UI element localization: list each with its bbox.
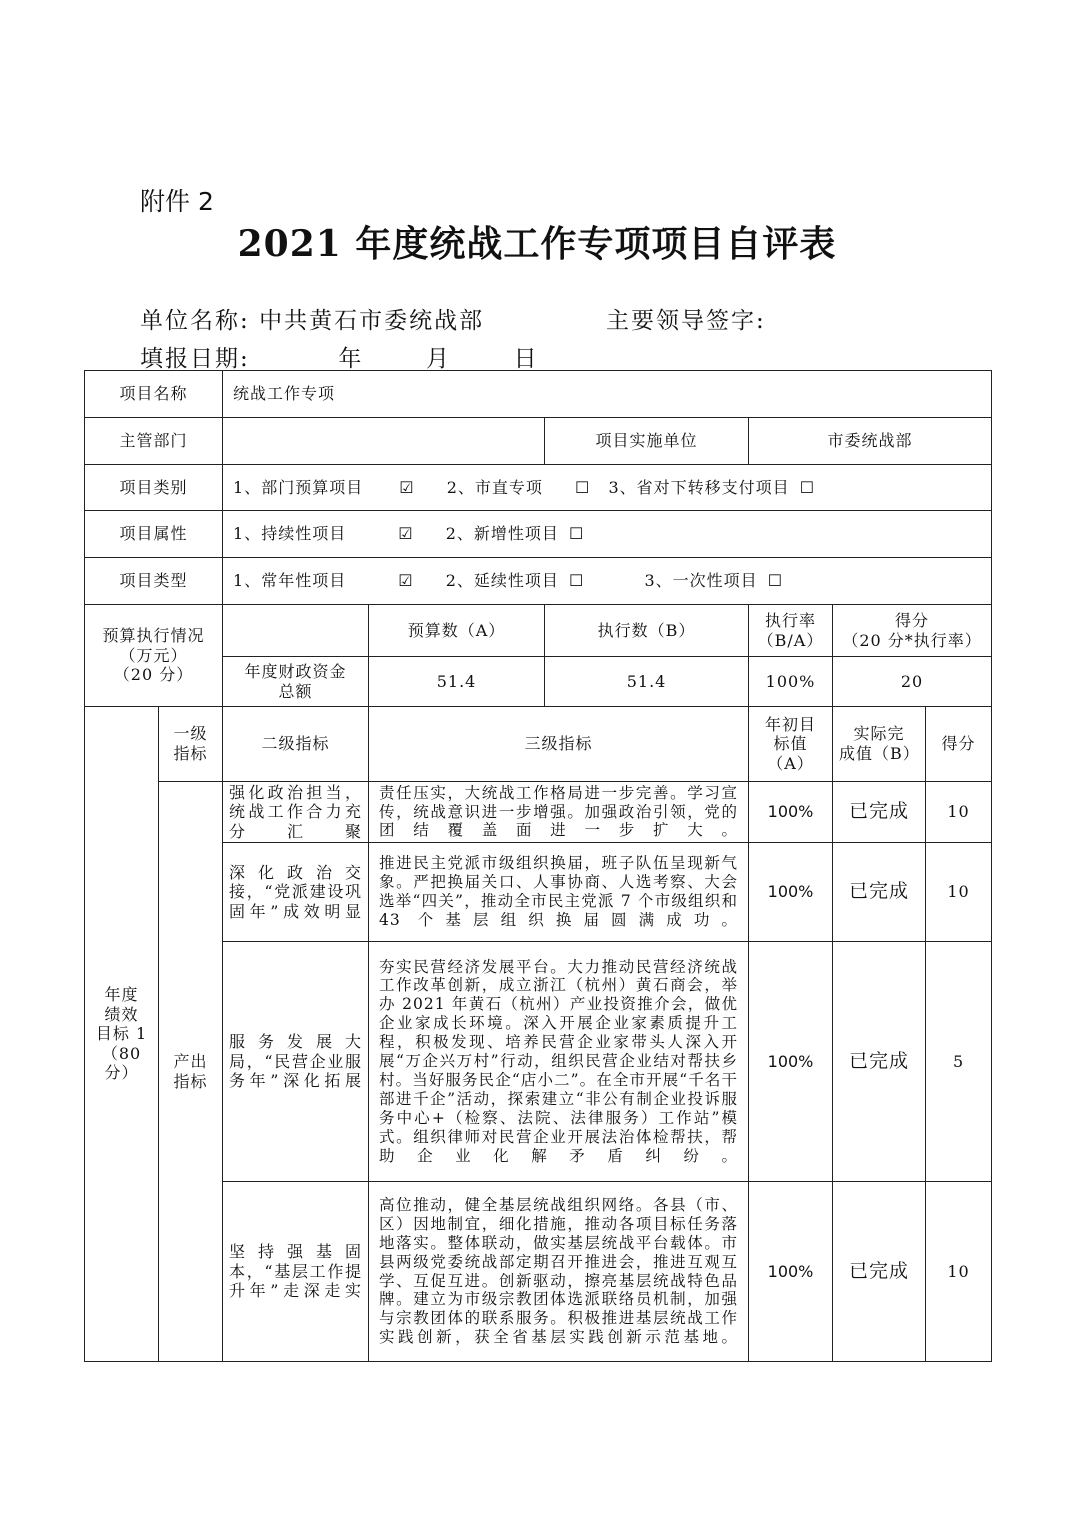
attribute-opt-2: 2、新增性项目 <box>445 524 559 544</box>
table-row <box>85 782 992 843</box>
unit-name-line <box>140 302 484 335</box>
level2-indicator: 坚持强基固本，“基层工作提升年”走深走实 <box>223 1182 369 1362</box>
project-name-value: 统战工作专项 <box>223 371 992 418</box>
col-score-line: 得分 <box>895 610 930 630</box>
dept-label: 主管部门 <box>85 418 223 465</box>
category-options <box>223 465 992 511</box>
exec-value: 51.4 <box>545 657 749 707</box>
item-score: 10 <box>926 782 992 843</box>
target-header-line: 标值 <box>773 734 808 754</box>
col-score-line: （20 分*执行率） <box>842 630 982 650</box>
level2-indicator: 深化政治交接，“党派建设巩固年”成效明显 <box>223 843 369 942</box>
checkbox-empty-icon: ☐ <box>799 477 816 497</box>
type-opt-1: 1、常年性项目 <box>233 571 347 591</box>
col-rate-header <box>749 605 833 657</box>
item-score: 10 <box>926 843 992 942</box>
row-project-name <box>85 371 992 418</box>
budget-label-line: （万元） <box>119 645 188 665</box>
level3-indicator: 推进民主党派市级组织换届，班子队伍呈现新气象。严把换届关口、人事协商、人选考察、大会选举“四关”，推动全市民主党派 7 个市级组织和 43 个基层组织换届圆满成功。 <box>369 843 749 942</box>
item-score: 10 <box>926 1182 992 1362</box>
checkbox-empty-icon: ☐ <box>569 571 585 591</box>
unit-name-value: 中共黄石市委统战部 <box>259 308 485 334</box>
budget-blank-cell <box>223 605 369 657</box>
actual-value: 已完成 <box>833 782 926 843</box>
category-opt-1: 1、部门预算项目 <box>233 477 364 497</box>
actual-header <box>833 707 926 782</box>
target-value: 100% <box>749 942 833 1182</box>
level1-header-line: 指标 <box>173 744 208 763</box>
level1-header <box>159 707 223 782</box>
unit-name-label: 单位名称: <box>140 308 250 334</box>
annual-goal-line: 目标 1 <box>95 1024 148 1044</box>
target-header <box>749 707 833 782</box>
col-exec-header: 执行数（B） <box>545 605 749 657</box>
row-perf-header <box>85 707 992 782</box>
date-month: 月 <box>426 346 451 372</box>
budget-label-line: 预算执行情况 <box>102 626 205 646</box>
target-header-line: 年初目 <box>765 714 817 734</box>
dept-value <box>223 418 545 465</box>
level1-header-line: 一级 <box>173 724 208 744</box>
fill-date-label: 填报日期: <box>140 346 250 372</box>
col-rate-line: （B/A） <box>757 630 824 650</box>
annual-goal-line: 绩效 <box>104 1004 139 1024</box>
checkbox-checked-icon: ☑ <box>398 524 414 544</box>
score-header: 得分 <box>926 707 992 782</box>
date-day: 日 <box>513 346 539 372</box>
row-category <box>85 465 992 511</box>
actual-value: 已完成 <box>833 1182 926 1362</box>
col-budget-header: 预算数（A） <box>369 605 545 657</box>
row-budget-header <box>85 605 992 657</box>
target-header-line: （A） <box>767 753 814 773</box>
type-label: 项目类型 <box>85 558 223 605</box>
col-rate-line: 执行率 <box>765 610 817 630</box>
fiscal-total-line: 总额 <box>278 681 313 701</box>
attribute-options <box>223 511 992 558</box>
impl-unit-value: 市委统战部 <box>749 418 992 465</box>
annual-goal-line: （80 <box>101 1043 142 1063</box>
project-name-label: 项目名称 <box>85 371 223 418</box>
level1-output-line: 产出 <box>173 1051 208 1071</box>
level1-output-line: 指标 <box>173 1071 208 1091</box>
category-label: 项目类别 <box>85 465 223 511</box>
category-opt-3: 3、省对下转移支付项目 <box>608 477 790 497</box>
actual-value: 已完成 <box>833 843 926 942</box>
type-opt-2: 2、延续性项目 <box>445 571 559 591</box>
annual-goal-label <box>85 707 159 1362</box>
checkbox-empty-icon: ☐ <box>575 477 591 497</box>
evaluation-table <box>84 370 992 1362</box>
level1-output-label <box>159 782 223 1362</box>
budget-label <box>85 605 223 707</box>
attribute-opt-1: 1、持续性项目 <box>233 524 347 544</box>
impl-unit-label: 项目实施单位 <box>545 418 749 465</box>
type-opt-3: 3、一次性项目 <box>644 571 758 591</box>
checkbox-empty-icon: ☐ <box>569 524 585 544</box>
actual-header-line: 成值（B） <box>839 744 920 763</box>
category-opt-2: 2、市直专项 <box>446 477 543 497</box>
target-value: 100% <box>749 843 833 942</box>
annual-goal-line: 年度 <box>104 985 139 1005</box>
budget-score-value: 20 <box>833 657 992 707</box>
target-value: 100% <box>749 782 833 843</box>
level3-indicator: 高位推动，健全基层统战组织网络。各县（市、区）因地制宜，细化措施，推动各项目标任务落地落实。整体联动，做实基层统战平台载体。市县两级党委统战部定期召开推进会，推进互观互学、互促互进。创新驱动，擦亮基层统战特色品牌。建立为市级宗教团体选派联络员机制，加强与宗教团体的联系服务。积极推进基层统战工作实践创新，获全省基层实践创新示范基地。 <box>369 1182 749 1362</box>
rate-value: 100% <box>749 657 833 707</box>
type-options <box>223 558 992 605</box>
col-score-header <box>833 605 992 657</box>
budget-label-line: （20 分） <box>113 665 194 685</box>
level3-indicator: 夯实民营经济发展平台。大力推动民营经济统战工作改革创新，成立浙江（杭州）黄石商会，举办 2021 年黄石（杭州）产业投资推介会，做优企业家成长环境。深入开展企业家素质提升工程，积极发现、培养民营企业家带头人深入开展“万企兴万村”行动，组织民营企业结对帮扶乡村。当好服务民企“店小二”。在全市开展“千名干部进千企”活动，探索建立“非公有制企业投诉服务中心+（检察、法院、法律服务）工作站”模式。组织律师对民营企业开展法治体检帮扶，帮助企业化解矛盾纠纷。 <box>369 942 749 1182</box>
row-attribute <box>85 511 992 558</box>
item-score: 5 <box>926 942 992 1182</box>
level2-indicator: 服务发展大局，“民营企业服务年”深化拓展 <box>223 942 369 1182</box>
checkbox-checked-icon: ☑ <box>398 571 414 591</box>
row-type <box>85 558 992 605</box>
page-title: 2021 年度统战工作专项项目自评表 <box>237 223 837 265</box>
attachment-label: 附件 2 <box>140 187 214 216</box>
fiscal-total-line: 年度财政资金 <box>244 661 347 681</box>
level2-header: 二级指标 <box>223 707 369 782</box>
fiscal-total-label <box>223 657 369 707</box>
fill-date-line <box>140 340 539 373</box>
checkbox-checked-icon: ☑ <box>399 477 415 497</box>
level3-header: 三级指标 <box>369 707 749 782</box>
budget-value: 51.4 <box>369 657 545 707</box>
target-value: 100% <box>749 1182 833 1362</box>
annual-goal-line: 分） <box>104 1063 139 1083</box>
actual-value: 已完成 <box>833 942 926 1182</box>
level2-indicator: 强化政治担当，统战工作合力充分汇聚 <box>223 782 369 843</box>
level3-indicator: 责任压实，大统战工作格局进一步完善。学习宣传，统战意识进一步增强。加强政治引领，党的团结覆盖面进一步扩大。 <box>369 782 749 843</box>
date-year: 年 <box>338 346 364 372</box>
actual-header-line: 实际完 <box>853 724 905 744</box>
attribute-label: 项目属性 <box>85 511 223 558</box>
checkbox-empty-icon: ☐ <box>767 571 784 591</box>
leader-signature-label: 主要领导签字: <box>606 308 766 334</box>
row-dept <box>85 418 992 465</box>
